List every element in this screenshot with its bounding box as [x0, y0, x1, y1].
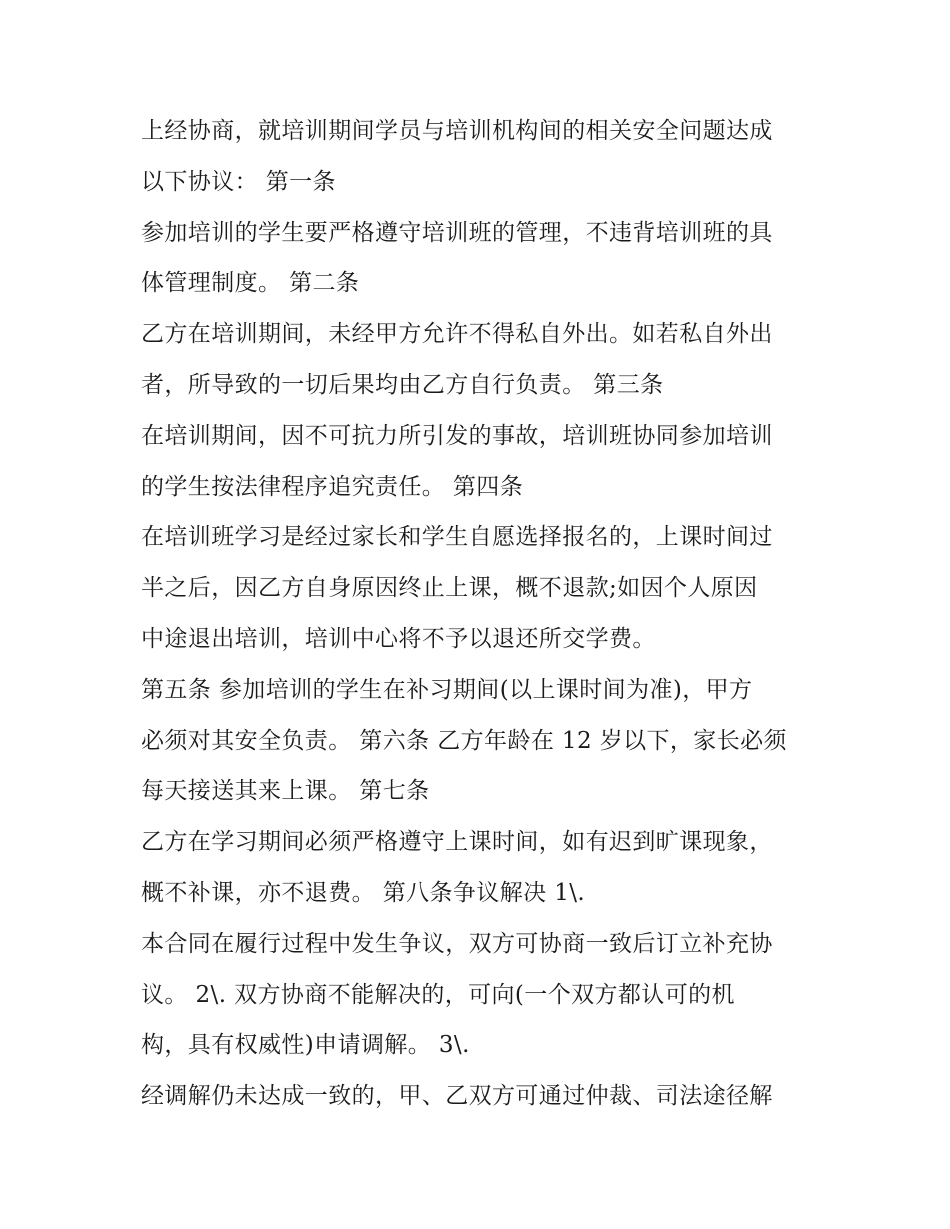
text-line: 构，具有权威性)申请调解。 3\. [141, 1032, 470, 1059]
text-line: 参加培训的学生要严格遵守培训班的管理，不违背培训班的具 [141, 219, 773, 246]
text-line: 半之后，因乙方自身原因终止上课，概不退款;如因个人原因 [141, 575, 758, 602]
text-line: 概不补课，亦不退费。 第八条争议解决 1\. [141, 879, 586, 906]
text-line: 者，所导致的一切后果均由乙方自行负责。 第三条 [141, 371, 664, 398]
text-line: 在培训班学习是经过家长和学生自愿选择报名的，上课时间过 [141, 524, 773, 551]
text-line: 经调解仍未达成一致的，甲、乙双方可通过仲裁、司法途径解 [141, 1083, 773, 1110]
agreement-body [141, 109, 821, 1125]
text-line: 体管理制度。 第二条 [141, 270, 360, 297]
text-line: 中途退出培训，培训中心将不予以退还所交学费。 [141, 625, 656, 652]
text-line: 乙方在培训期间，未经甲方允许不得私自外出。如若私自外出 [141, 321, 773, 348]
text-line: 在培训期间，因不可抗力所引发的事故，培训班协同参加培训 [141, 422, 773, 449]
text-line: 每天接送其来上课。 第七条 [141, 778, 430, 805]
text-line: 本合同在履行过程中发生争议，双方可协商一致后订立补充协 [141, 930, 773, 957]
text-line: 的学生按法律程序追究责任。 第四条 [141, 473, 524, 500]
text-line: 乙方在学习期间必须严格遵守上课时间，如有迟到旷课现象， [141, 829, 773, 856]
text-line: 议。 2\. 双方协商不能解决的，可向(一个双方都认可的机 [141, 981, 735, 1008]
text-line: 必须对其安全负责。 第六条 乙方年龄在 12 岁以下，家长必须 [141, 727, 787, 754]
text-line: 第五条 参加培训的学生在补习期间(以上课时间为准)，甲方 [141, 676, 753, 703]
text-line: 上经协商，就培训期间学员与培训机构间的相关安全问题达成 [141, 118, 773, 144]
text-line: 以下协议： 第一条 [141, 168, 336, 195]
